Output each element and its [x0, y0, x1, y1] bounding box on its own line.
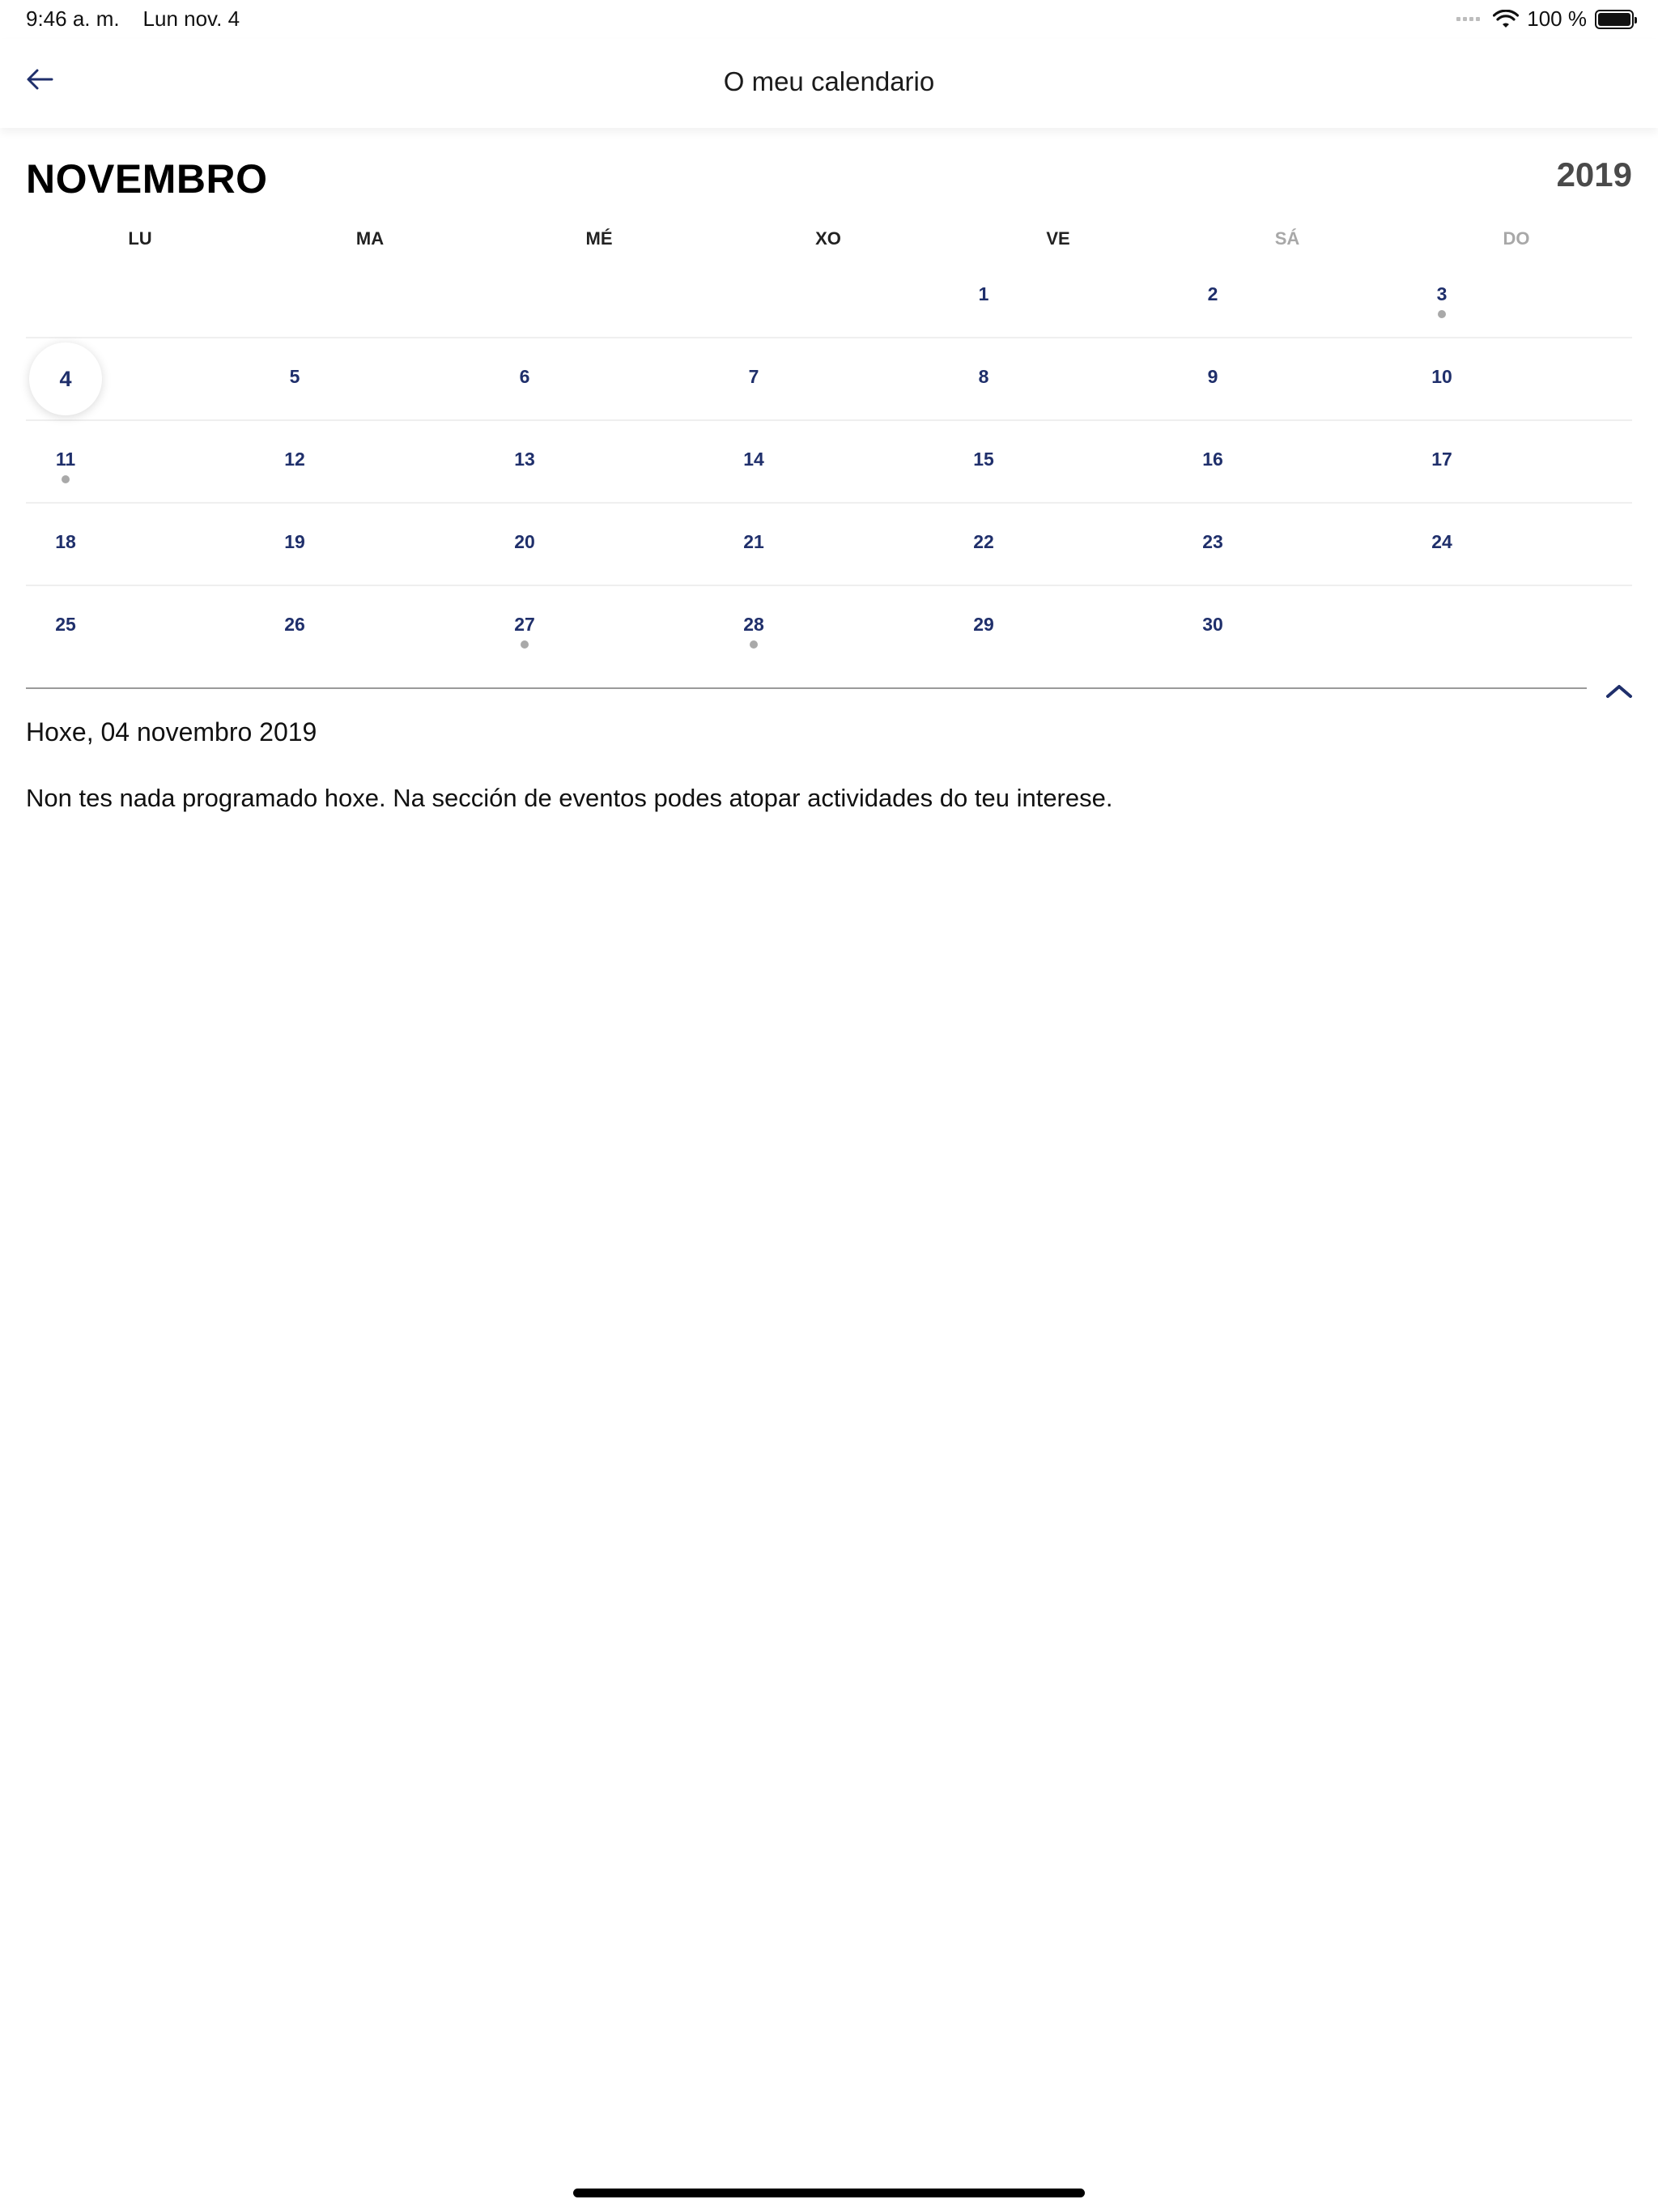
day-number: 18 [55, 531, 76, 552]
collapse-calendar-button[interactable] [1603, 678, 1635, 703]
status-time-date [26, 6, 240, 32]
status-right [1456, 6, 1634, 32]
day-number: 27 [514, 614, 535, 635]
divider [26, 687, 1587, 689]
weekday-label: MÉ [585, 228, 613, 249]
day-number: 24 [1431, 531, 1452, 552]
calendar-day[interactable] [492, 531, 557, 553]
month-title: NOVEMBRO [26, 156, 268, 202]
calendar-day[interactable] [951, 449, 1016, 470]
chevron-up-icon [1603, 678, 1635, 703]
weekday-label: XO [815, 228, 841, 249]
calendar-day[interactable] [951, 283, 1016, 305]
calendar-week-row [26, 504, 1632, 586]
weekday-label: DO [1503, 228, 1530, 249]
app-header [0, 39, 1658, 128]
calendar-day[interactable] [33, 531, 98, 553]
calendar-grid [26, 256, 1632, 667]
calendar-day[interactable] [492, 366, 557, 388]
calendar-week-row [26, 256, 1632, 338]
day-number: 6 [519, 366, 530, 387]
calendar-day[interactable] [1180, 614, 1245, 636]
calendar-day[interactable] [1409, 449, 1474, 470]
status-date: Lun nov. 4 [142, 6, 240, 31]
day-number: 26 [284, 614, 305, 635]
day-number: 1 [978, 283, 989, 304]
day-number: 8 [978, 366, 989, 387]
calendar-day[interactable] [1180, 366, 1245, 388]
wifi-icon [1493, 10, 1519, 29]
day-number: 29 [973, 614, 994, 635]
event-dot-icon [521, 640, 529, 649]
status-bar [0, 0, 1658, 39]
event-dot-icon [1438, 310, 1446, 318]
calendar-day[interactable] [1180, 531, 1245, 553]
calendar-day[interactable] [262, 531, 327, 553]
weekday-label: LU [128, 228, 152, 249]
weekday-label: SÁ [1274, 228, 1300, 249]
day-number: 11 [55, 449, 76, 470]
day-number: 30 [1202, 614, 1223, 635]
day-number: 4 [59, 367, 72, 391]
calendar-day[interactable] [721, 366, 786, 388]
day-number: 19 [284, 531, 305, 552]
calendar-day[interactable] [262, 449, 327, 470]
calendar-week-row [26, 421, 1632, 504]
calendar-day[interactable] [33, 449, 98, 483]
calendar-week-row [26, 338, 1632, 421]
weekday-label: MA [355, 228, 385, 249]
event-dot-icon [62, 475, 70, 483]
day-number: 3 [1436, 283, 1448, 304]
empty-agenda-message: Non tes nada programado hoxe. Na sección de eventos podes atopar actividades do teu interese. [26, 784, 1113, 812]
battery-icon [1595, 10, 1634, 29]
calendar-day-today[interactable] [29, 342, 102, 415]
day-number: 23 [1202, 531, 1223, 552]
calendar-day[interactable] [1409, 531, 1474, 553]
calendar-day[interactable] [951, 614, 1016, 636]
day-number: 15 [973, 449, 994, 470]
calendar-day[interactable] [492, 614, 557, 649]
weekday-label: VE [1046, 228, 1070, 249]
battery-percentage: 100 % [1527, 6, 1587, 31]
calendar-day[interactable] [721, 531, 786, 553]
calendar-day[interactable] [262, 366, 327, 388]
day-number: 25 [55, 614, 76, 635]
day-number: 28 [743, 614, 764, 635]
calendar-day[interactable] [721, 614, 786, 649]
weekday-header-row [26, 228, 1658, 253]
day-number: 16 [1202, 449, 1223, 470]
day-number: 22 [973, 531, 994, 552]
calendar-day[interactable] [1180, 283, 1245, 305]
event-dot-icon [750, 640, 758, 649]
calendar-day[interactable] [33, 614, 98, 636]
day-number: 21 [743, 531, 764, 552]
calendar-day[interactable] [951, 531, 1016, 553]
day-number: 5 [289, 366, 300, 387]
calendar-day[interactable] [492, 449, 557, 470]
calendar-day[interactable] [1180, 449, 1245, 470]
year-label: 2019 [1556, 155, 1632, 194]
calendar-day[interactable] [721, 449, 786, 470]
calendar-day[interactable] [1409, 366, 1474, 388]
day-number: 12 [284, 449, 305, 470]
day-number: 9 [1207, 366, 1218, 387]
calendar-day[interactable] [1409, 283, 1474, 318]
today-date-label: Hoxe, 04 novembro 2019 [26, 717, 317, 747]
signal-icon [1456, 17, 1480, 21]
calendar-day[interactable] [951, 366, 1016, 388]
day-number: 7 [748, 366, 759, 387]
day-number: 14 [743, 449, 764, 470]
day-number: 2 [1207, 283, 1218, 304]
day-number: 17 [1431, 449, 1452, 470]
calendar-week-row [26, 586, 1632, 667]
home-indicator [573, 2189, 1085, 2197]
calendar-day[interactable] [262, 614, 327, 636]
day-number: 10 [1431, 366, 1452, 387]
status-time: 9:46 a. m. [26, 6, 120, 31]
page-title: O meu calendario [723, 66, 935, 96]
day-number: 13 [514, 449, 535, 470]
day-number: 20 [514, 531, 535, 552]
